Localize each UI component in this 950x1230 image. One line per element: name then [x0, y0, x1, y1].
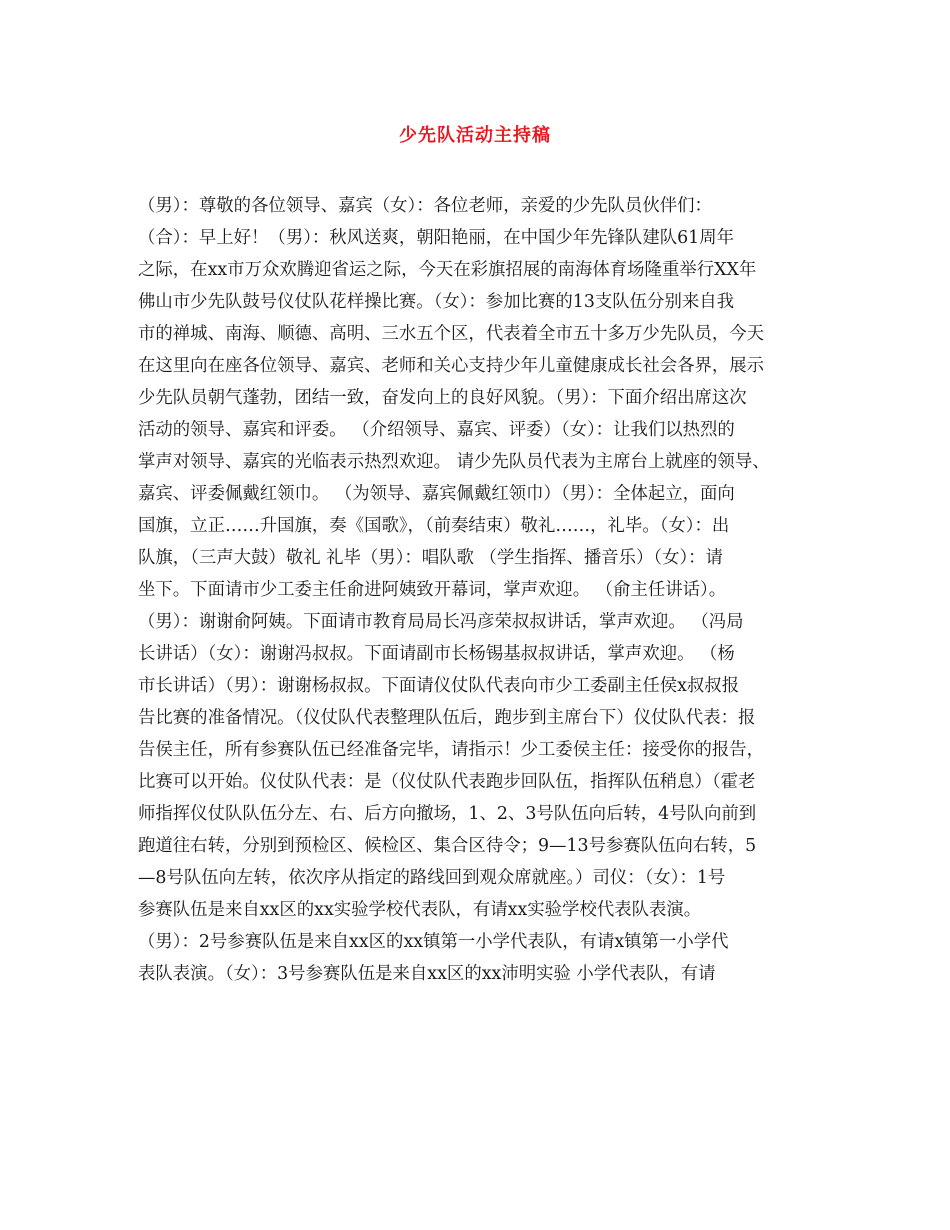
body-line: 表队表演。（女）：3号参赛队伍是来自xx区的xx沛明实验 小学代表队，有请 [138, 964, 716, 984]
body-line: 国旗，立正……升国旗，奏《国歌》，（前奏结束）敬礼……，礼毕。（女）：出 [138, 516, 730, 536]
body-line: 比赛可以开始。仪仗队代表：是（仪仗队代表跑步回队伍，指挥队伍稍息）（霍老 [138, 772, 756, 792]
body-line: 师指挥仪仗队队伍分左、右、后方向撤场，1、2、3号队伍向后转，4号队向前到 [138, 804, 757, 824]
body-line: 告侯主任，所有参赛队伍已经准备完毕，请指示！少工委侯主任：接受你的报告， [138, 740, 765, 760]
body-line: （男）：2号参赛队伍是来自xx区的xx镇第一小学代表队，有请x镇第一小学代 [138, 932, 729, 952]
body-line: 市长讲话）（男）：谢谢杨叔叔。下面请仪仗队代表向市少工委副主任侯x叔叔报 [138, 676, 740, 696]
body-line: （合）：早上好！（男）：秋风送爽，朝阳艳丽，在中国少年先锋队建队61周年 [138, 228, 735, 248]
body-line: （男）：尊敬的各位领导、嘉宾（女）：各位老师，亲爱的少先队员伙伴们： [138, 196, 712, 216]
body-line: 市的禅城、南海、顺德、高明、三水五个区，代表着全市五十多万少先队员，今天 [138, 324, 765, 344]
document-title: 少先队活动主持稿 [399, 125, 551, 146]
body-line: 在这里向在座各位领导、嘉宾、老师和关心支持少年儿童健康成长社会各界，展示 [138, 356, 765, 376]
body-line: 嘉宾、评委佩戴红领巾。 （为领导、嘉宾佩戴红领巾）（男）：全体起立，面向 [138, 484, 735, 504]
body-line: 佛山市少先队鼓号仪仗队花样操比赛。（女）：参加比赛的13支队伍分别来自我 [138, 292, 735, 312]
body-line: 活动的领导、嘉宾和评委。 （介绍领导、嘉宾、评委）（女）：让我们以热烈的 [138, 420, 735, 440]
body-line: 跑道往右转，分别到预检区、候检区、集合区待令；9—13号参赛队伍向右转，5 [138, 836, 757, 856]
body-line: 少先队员朝气蓬勃，团结一致，奋发向上的良好风貌。（男）：下面介绍出席这次 [138, 388, 747, 408]
body-line: 坐下。下面请市少工委主任俞进阿姨致开幕词，掌声欢迎。 （俞主任讲话）。 [138, 580, 727, 600]
body-line: 告比赛的准备情况。（仪仗队代表整理队伍后，跑步到主席台下）仪仗队代表：报 [138, 708, 756, 728]
body-line: 队旗，（三声大鼓）敬礼 礼毕（男）：唱队歌 （学生指挥、播音乐）（女）：请 [138, 548, 723, 568]
body-line: （男）：谢谢俞阿姨。下面请市教育局局长冯彦荣叔叔讲话，掌声欢迎。 （冯局 [138, 612, 744, 632]
body-line: 掌声对领导、嘉宾的光临表示热烈欢迎。 请少先队员代表为主席台上就座的领导、 [138, 452, 770, 472]
body-line: 参赛队伍是来自xx区的xx实验学校代表队，有请xx实验学校代表队表演。 [138, 900, 702, 920]
body-line: 长讲话）（女）：谢谢冯叔叔。下面请副市长杨锡基叔叔讲话，掌声欢迎。 （杨 [138, 644, 735, 664]
body-line: 之际，在xx市万众欢腾迎省运之际，今天在彩旗招展的南海体育场隆重举行XX年 [138, 260, 757, 280]
body-line: —8号队伍向左转，依次序从指定的路线回到观众席就座。）司仪：（女）：1号 [138, 868, 726, 888]
document-body [138, 190, 818, 990]
